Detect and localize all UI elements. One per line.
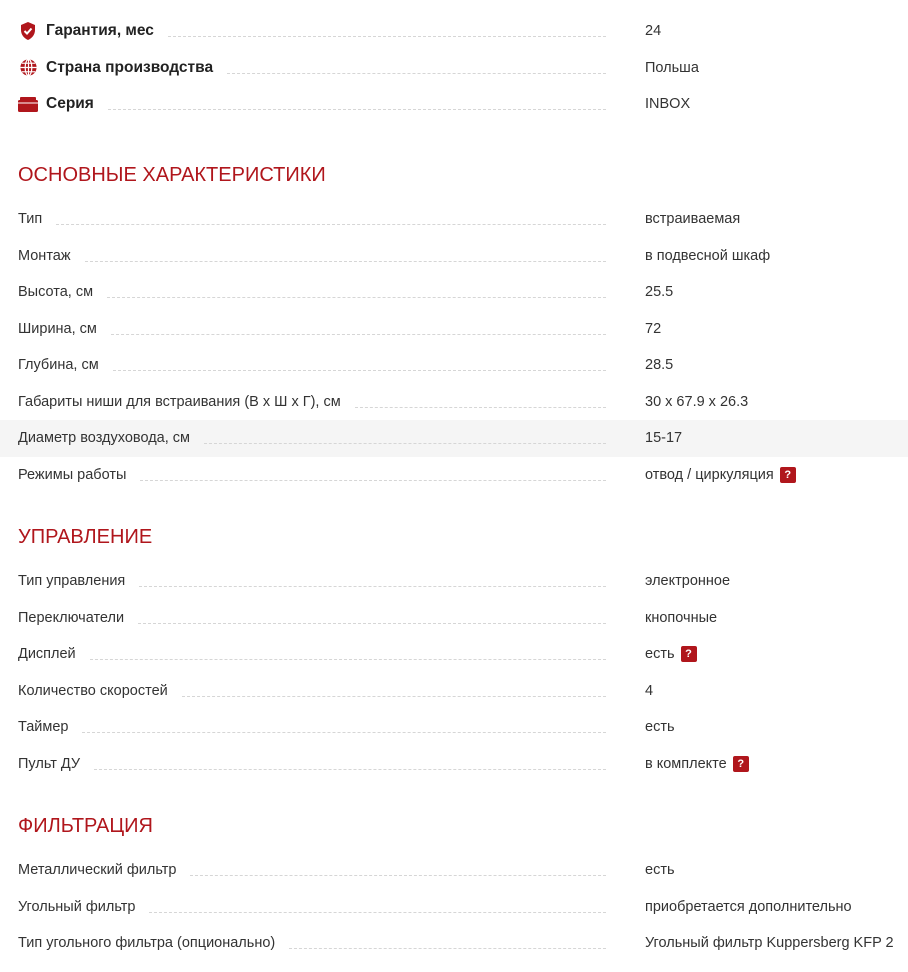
spec-label: Тип bbox=[18, 211, 43, 228]
spec-label: Серия bbox=[46, 95, 94, 113]
spec-row-country bbox=[0, 50, 908, 87]
spec-value: 28.5 bbox=[645, 357, 674, 374]
spec-row bbox=[0, 274, 908, 311]
shield-check-icon bbox=[18, 21, 38, 41]
dotted-leader bbox=[289, 948, 606, 949]
spec-value: Польша bbox=[645, 59, 699, 76]
spec-value: встраиваемая bbox=[645, 211, 741, 228]
spec-value: есть bbox=[645, 862, 675, 879]
spec-label: Страна производства bbox=[46, 58, 214, 76]
spec-row bbox=[0, 889, 908, 926]
spec-row bbox=[0, 457, 908, 494]
help-question-icon[interactable]: ? bbox=[733, 756, 749, 772]
section-filtration bbox=[0, 852, 908, 962]
dotted-leader bbox=[90, 659, 606, 660]
spec-row bbox=[0, 563, 908, 600]
spec-label: Ширина, см bbox=[18, 320, 97, 337]
spec-value: 15-17 bbox=[645, 430, 683, 447]
spec-row bbox=[0, 636, 908, 673]
spec-value: 4 bbox=[645, 682, 654, 699]
help-question-icon[interactable]: ? bbox=[681, 646, 697, 662]
help-question-icon[interactable]: ? bbox=[780, 467, 796, 483]
spec-row bbox=[0, 347, 908, 384]
dotted-leader bbox=[113, 370, 606, 371]
spec-value: в комплекте bbox=[645, 755, 727, 772]
spec-label: Диаметр воздуховода, см bbox=[18, 430, 190, 447]
spec-value: есть bbox=[645, 646, 675, 663]
dotted-leader bbox=[204, 443, 606, 444]
spec-label: Переключатели bbox=[18, 609, 125, 626]
spec-label: Высота, см bbox=[18, 284, 94, 301]
spec-value: 72 bbox=[645, 320, 662, 337]
spec-label: Монтаж bbox=[18, 247, 71, 264]
spec-value: есть bbox=[645, 719, 675, 736]
spec-value: 24 bbox=[645, 23, 662, 40]
section-title-filtration: ФИЛЬТРАЦИЯ bbox=[18, 815, 153, 837]
spec-label: Количество скоростей bbox=[18, 682, 168, 699]
key-specs bbox=[0, 13, 908, 123]
spec-row bbox=[0, 709, 908, 746]
dotted-leader bbox=[168, 36, 606, 37]
spec-label: Дисплей bbox=[18, 646, 76, 663]
dotted-leader bbox=[82, 732, 606, 733]
spec-label: Глубина, см bbox=[18, 357, 99, 374]
dotted-leader bbox=[111, 334, 606, 335]
spec-label: Тип угольного фильтра (опционально) bbox=[18, 935, 276, 952]
spec-row bbox=[0, 852, 908, 889]
spec-value: электронное bbox=[645, 573, 731, 590]
spec-value: в подвесной шкаф bbox=[645, 247, 771, 264]
dotted-leader bbox=[355, 407, 606, 408]
spec-label: Таймер bbox=[18, 719, 69, 736]
dotted-leader bbox=[139, 586, 606, 587]
dotted-leader bbox=[108, 109, 606, 110]
spec-row bbox=[0, 600, 908, 637]
spec-value: 25.5 bbox=[645, 284, 674, 301]
dotted-leader bbox=[140, 480, 606, 481]
spec-label: Угольный фильтр bbox=[18, 898, 136, 915]
spec-value: кнопочные bbox=[645, 609, 718, 626]
spec-label: Тип управления bbox=[18, 573, 126, 590]
section-control bbox=[0, 563, 908, 782]
spec-value: Угольный фильтр Kuppersberg KFP 2 bbox=[645, 935, 894, 952]
dotted-leader bbox=[138, 623, 606, 624]
dotted-leader bbox=[94, 769, 606, 770]
dotted-leader bbox=[56, 224, 606, 225]
box-icon bbox=[18, 94, 38, 114]
section-title-main: ОСНОВНЫЕ ХАРАКТЕРИСТИКИ bbox=[18, 164, 326, 186]
spec-row bbox=[0, 925, 908, 962]
dotted-leader bbox=[149, 912, 606, 913]
spec-value: отвод / циркуляция bbox=[645, 466, 774, 483]
dotted-leader bbox=[190, 875, 606, 876]
spec-row bbox=[0, 238, 908, 275]
spec-label: Пульт ДУ bbox=[18, 755, 81, 772]
spec-label: Металлический фильтр bbox=[18, 862, 177, 879]
spec-row bbox=[0, 746, 908, 783]
spec-row-warranty bbox=[0, 13, 908, 50]
spec-row bbox=[0, 201, 908, 238]
dotted-leader bbox=[107, 297, 606, 298]
dotted-leader bbox=[227, 73, 606, 74]
spec-row bbox=[0, 311, 908, 348]
spec-label: Габариты ниши для встраивания (В х Ш х Г), см bbox=[18, 393, 341, 410]
globe-icon bbox=[18, 58, 38, 78]
spec-value: INBOX bbox=[645, 96, 691, 113]
dotted-leader bbox=[85, 261, 606, 262]
section-main bbox=[0, 201, 908, 493]
spec-value: 30 x 67.9 x 26.3 bbox=[645, 393, 749, 410]
spec-row bbox=[0, 384, 908, 421]
spec-value: приобретается дополнительно bbox=[645, 898, 852, 915]
spec-row-series bbox=[0, 86, 908, 123]
spec-label: Гарантия, мес bbox=[46, 22, 154, 40]
section-title-control: УПРАВЛЕНИЕ bbox=[18, 526, 153, 548]
spec-row bbox=[0, 673, 908, 710]
spec-row-hovered bbox=[0, 420, 908, 457]
spec-label: Режимы работы bbox=[18, 466, 127, 483]
dotted-leader bbox=[182, 696, 606, 697]
